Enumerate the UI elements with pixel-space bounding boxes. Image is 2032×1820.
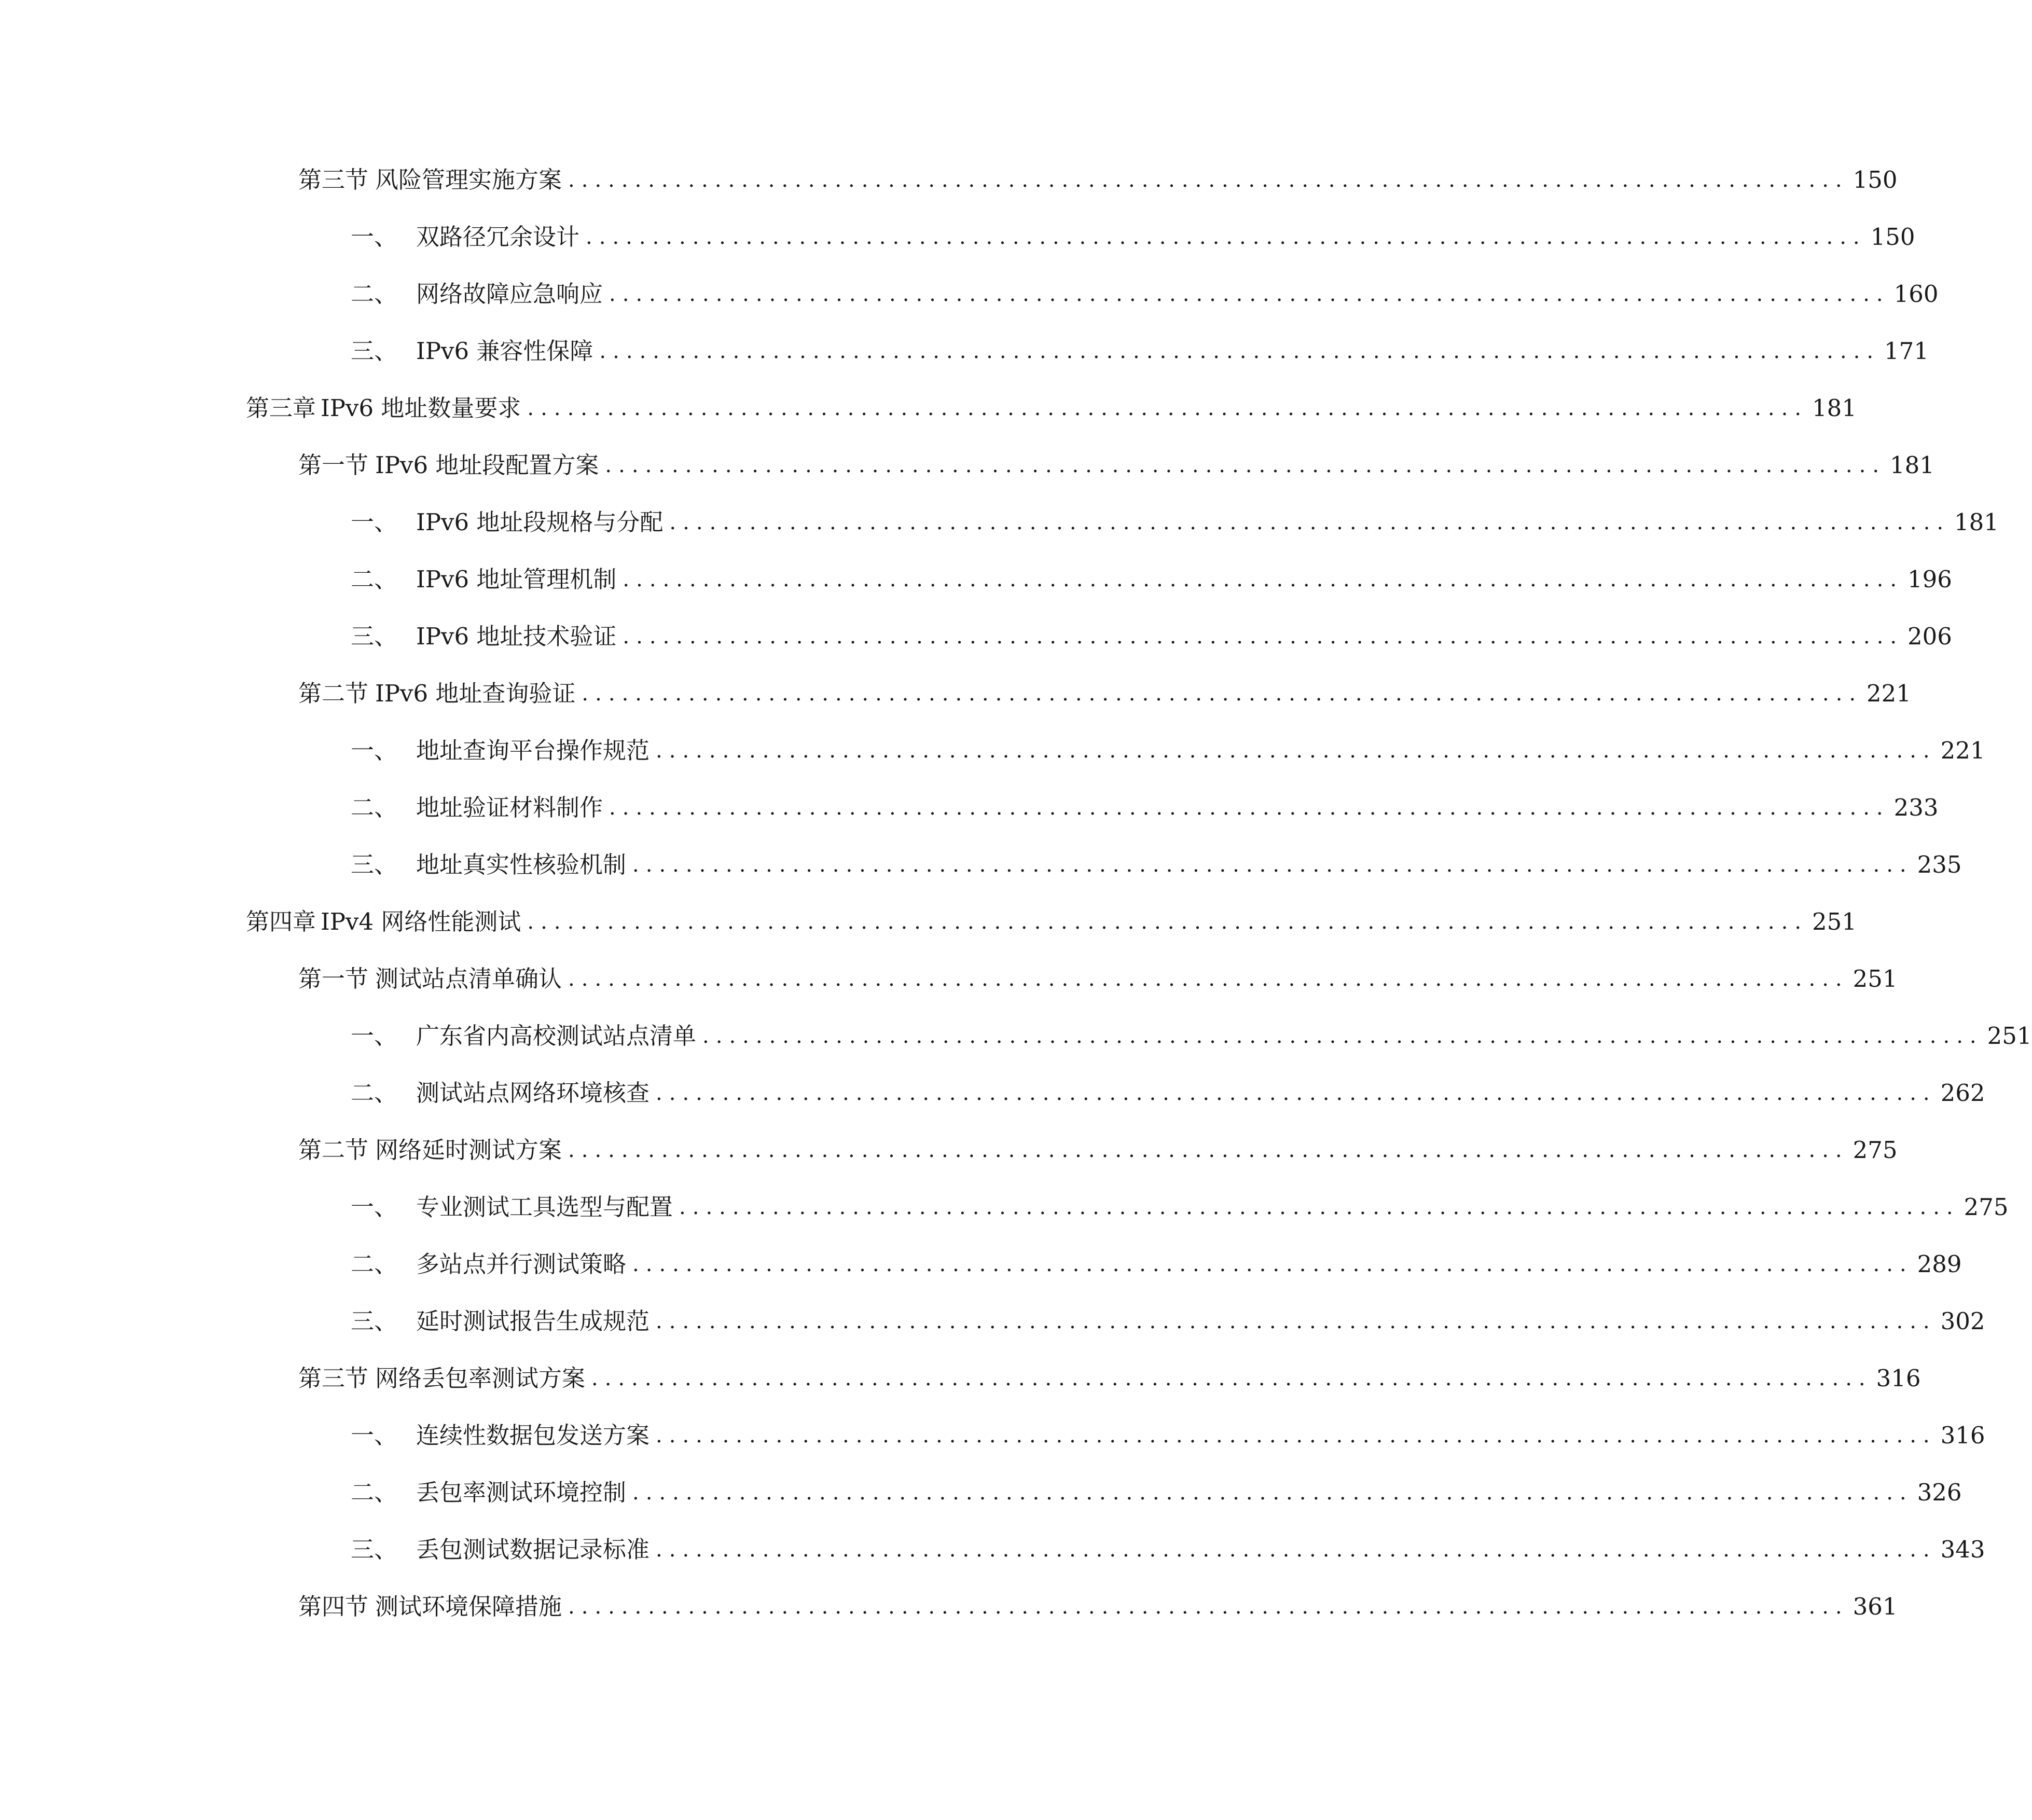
toc-entry-title: 风险管理实施方案 — [375, 166, 562, 194]
toc-entry-number: 一、 — [351, 737, 398, 764]
toc-entry-page: 196 — [1907, 566, 1952, 593]
toc-entry-number: 第三节 — [298, 1364, 369, 1392]
toc-entry-title: 测试站点网络环境核查 — [416, 1079, 650, 1107]
toc-entry[interactable] — [351, 1246, 1962, 1283]
toc-entry-number: 二、 — [351, 1250, 398, 1278]
toc-entry-title: IPv6 地址查询验证 — [375, 680, 576, 707]
toc-entry[interactable] — [351, 1474, 1962, 1511]
toc-entry-title: 测试环境保障措施 — [375, 1593, 562, 1620]
toc-entry-title: 广东省内高校测试站点清单 — [416, 1022, 697, 1050]
toc-entry-page: 316 — [1876, 1364, 1921, 1392]
toc-entry-number: 第二节 — [298, 680, 369, 707]
toc-entry-title: IPv6 地址技术验证 — [416, 623, 617, 650]
toc-entry-title: 网络故障应急响应 — [416, 280, 603, 308]
toc-entry-title: IPv6 地址段配置方案 — [375, 451, 599, 479]
toc-entry-title: IPv6 地址段规格与分配 — [416, 508, 663, 536]
toc-entry-page: 181 — [1812, 394, 1857, 422]
toc-entry-number: 一、 — [351, 1193, 398, 1221]
toc-entry-title: 网络丢包率测试方案 — [375, 1364, 586, 1392]
toc-entry-page: 251 — [1853, 965, 1898, 992]
toc-entry[interactable] — [351, 1018, 2032, 1054]
toc-entry-page: 251 — [1812, 908, 1857, 935]
toc-entry-page: 233 — [1893, 794, 1939, 821]
toc-entry-page: 326 — [1917, 1479, 1962, 1506]
dot-leader: ................................................................................................ — [568, 1138, 1849, 1162]
dot-leader: ................................................................................................ — [656, 1309, 1937, 1333]
dot-leader: ................................................................................................ — [609, 282, 1890, 306]
toc-entry[interactable] — [351, 1417, 1985, 1454]
toc-entry[interactable] — [298, 1589, 1898, 1625]
toc-entry-title: 延时测试报告生成规范 — [416, 1307, 650, 1335]
toc-entry-number: 第三节 — [298, 166, 369, 194]
toc-entry-page: 316 — [1940, 1422, 1985, 1449]
toc-entry-title: 双路径冗余设计 — [416, 223, 580, 251]
toc-entry-number: 二、 — [351, 1479, 398, 1506]
toc-entry[interactable] — [298, 675, 1911, 712]
toc-entry-number: 第四章 — [246, 908, 316, 935]
toc-entry-title: 测试站点清单确认 — [375, 965, 562, 992]
toc-entry-page: 275 — [1853, 1136, 1898, 1164]
toc-entry-title: 连续性数据包发送方案 — [416, 1422, 650, 1449]
toc-entry-page: 181 — [1954, 508, 1999, 536]
toc-entry-page: 275 — [1964, 1193, 2009, 1221]
toc-entry[interactable] — [351, 504, 1999, 541]
toc-entry-page: 221 — [1867, 680, 1911, 707]
toc-entry-title: 地址查询平台操作规范 — [416, 737, 650, 764]
dot-leader: ................................................................................................ — [527, 910, 1808, 934]
dot-leader: ................................................................................................ — [656, 739, 1937, 763]
dot-leader: ................................................................................................ — [605, 453, 1886, 477]
toc-entry[interactable] — [351, 333, 1929, 369]
dot-leader: ................................................................................................ — [656, 1081, 1937, 1105]
dot-leader: ................................................................................................ — [632, 1481, 1913, 1505]
dot-leader: ................................................................................................ — [632, 1252, 1913, 1276]
toc-entry-title: 丢包测试数据记录标准 — [416, 1536, 650, 1563]
toc-entry-number: 第一节 — [298, 965, 369, 992]
dot-leader: ................................................................................................ — [623, 568, 1904, 591]
toc-entry-title: 多站点并行测试策略 — [416, 1250, 627, 1278]
toc-entry[interactable] — [351, 276, 1939, 312]
toc-entry-number: 一、 — [351, 1022, 398, 1050]
toc-entry-title: 丢包率测试环境控制 — [416, 1479, 627, 1506]
toc-entry-title: 地址验证材料制作 — [416, 794, 603, 821]
toc-entry-number: 一、 — [351, 223, 398, 251]
toc-entry[interactable] — [298, 1132, 1898, 1168]
toc-entry-number: 第四节 — [298, 1593, 369, 1620]
toc-entry[interactable] — [351, 618, 1952, 655]
toc-entry[interactable] — [298, 1360, 1921, 1397]
dot-leader: ................................................................................................ — [582, 682, 1863, 706]
toc-entry-number: 二、 — [351, 794, 398, 821]
toc-entry[interactable] — [298, 961, 1898, 997]
toc-entry[interactable] — [246, 390, 1857, 426]
dot-leader: ................................................................................................ — [609, 796, 1890, 820]
toc-entry-number: 二、 — [351, 566, 398, 593]
toc-entry-title: IPv6 地址数量要求 — [321, 394, 521, 422]
toc-entry-title: IPv6 地址管理机制 — [416, 566, 617, 593]
toc-entry[interactable] — [298, 162, 1898, 198]
toc-entry-number: 一、 — [351, 508, 398, 536]
dot-leader: ................................................................................................ — [599, 339, 1881, 363]
toc-entry-number: 一、 — [351, 1422, 398, 1449]
dot-leader: ................................................................................................ — [591, 1367, 1872, 1390]
toc-entry-page: 343 — [1940, 1536, 1985, 1563]
toc-entry-page: 251 — [1987, 1022, 2032, 1050]
dot-leader: ................................................................................................ — [527, 396, 1808, 420]
dot-leader: ................................................................................................ — [669, 511, 1951, 534]
toc-entry-number: 二、 — [351, 1079, 398, 1107]
dot-leader: ................................................................................................ — [656, 1538, 1937, 1562]
toc-entry-page: 181 — [1890, 451, 1934, 479]
toc-entry-page: 150 — [1853, 166, 1898, 194]
dot-leader: ................................................................................................ — [702, 1024, 1983, 1048]
toc-entry[interactable] — [351, 1532, 1985, 1568]
dot-leader: ................................................................................................ — [586, 225, 1867, 249]
dot-leader: ................................................................................................ — [568, 1595, 1849, 1619]
toc-entry-number: 三、 — [351, 851, 398, 878]
toc-entry-page: 289 — [1917, 1250, 1962, 1278]
toc-entry[interactable] — [351, 1189, 2009, 1225]
toc-entry[interactable] — [351, 1303, 1985, 1340]
toc-entry-title: 地址真实性核验机制 — [416, 851, 627, 878]
toc-entry-page: 150 — [1870, 223, 1915, 251]
toc-entry[interactable] — [351, 733, 1985, 769]
dot-leader: ................................................................................................ — [679, 1195, 1960, 1219]
toc-entry-number: 二、 — [351, 280, 398, 308]
toc-entry-page: 171 — [1884, 337, 1929, 365]
toc-entry-number: 三、 — [351, 337, 398, 365]
toc-entry[interactable] — [351, 790, 1939, 826]
toc-entry-page: 160 — [1893, 280, 1939, 308]
dot-leader: ................................................................................................ — [568, 168, 1849, 192]
dot-leader: ................................................................................................ — [623, 625, 1904, 649]
toc-entry-title: IPv4 网络性能测试 — [321, 908, 521, 935]
toc-entry-number: 第二节 — [298, 1136, 369, 1164]
toc-entry-page: 206 — [1907, 623, 1952, 650]
toc-entry-page: 302 — [1940, 1307, 1985, 1335]
toc-entry-title: IPv6 兼容性保障 — [416, 337, 593, 365]
toc-entry[interactable] — [298, 447, 1934, 484]
toc-entry[interactable] — [351, 561, 1952, 598]
toc-entry[interactable] — [351, 847, 1962, 883]
toc-entry[interactable] — [246, 904, 1857, 940]
toc-entry-page: 361 — [1853, 1593, 1898, 1620]
toc-entry-title: 网络延时测试方案 — [375, 1136, 562, 1164]
toc-entry[interactable] — [351, 219, 1915, 255]
toc-entry-number: 三、 — [351, 1536, 398, 1563]
toc-entry-number: 三、 — [351, 1307, 398, 1335]
toc-entry-number: 第三章 — [246, 394, 316, 422]
toc-entry-number: 第一节 — [298, 451, 369, 479]
toc-entry-page: 235 — [1917, 851, 1962, 878]
toc-entry-number: 三、 — [351, 623, 398, 650]
toc-entry[interactable] — [351, 1075, 1985, 1111]
toc-entry-title: 专业测试工具选型与配置 — [416, 1193, 673, 1221]
dot-leader: ................................................................................................ — [632, 853, 1913, 877]
dot-leader: ................................................................................................ — [656, 1424, 1937, 1447]
toc-entry-page: 221 — [1940, 737, 1985, 764]
dot-leader: ................................................................................................ — [568, 967, 1849, 991]
toc-entry-page: 262 — [1940, 1079, 1985, 1107]
